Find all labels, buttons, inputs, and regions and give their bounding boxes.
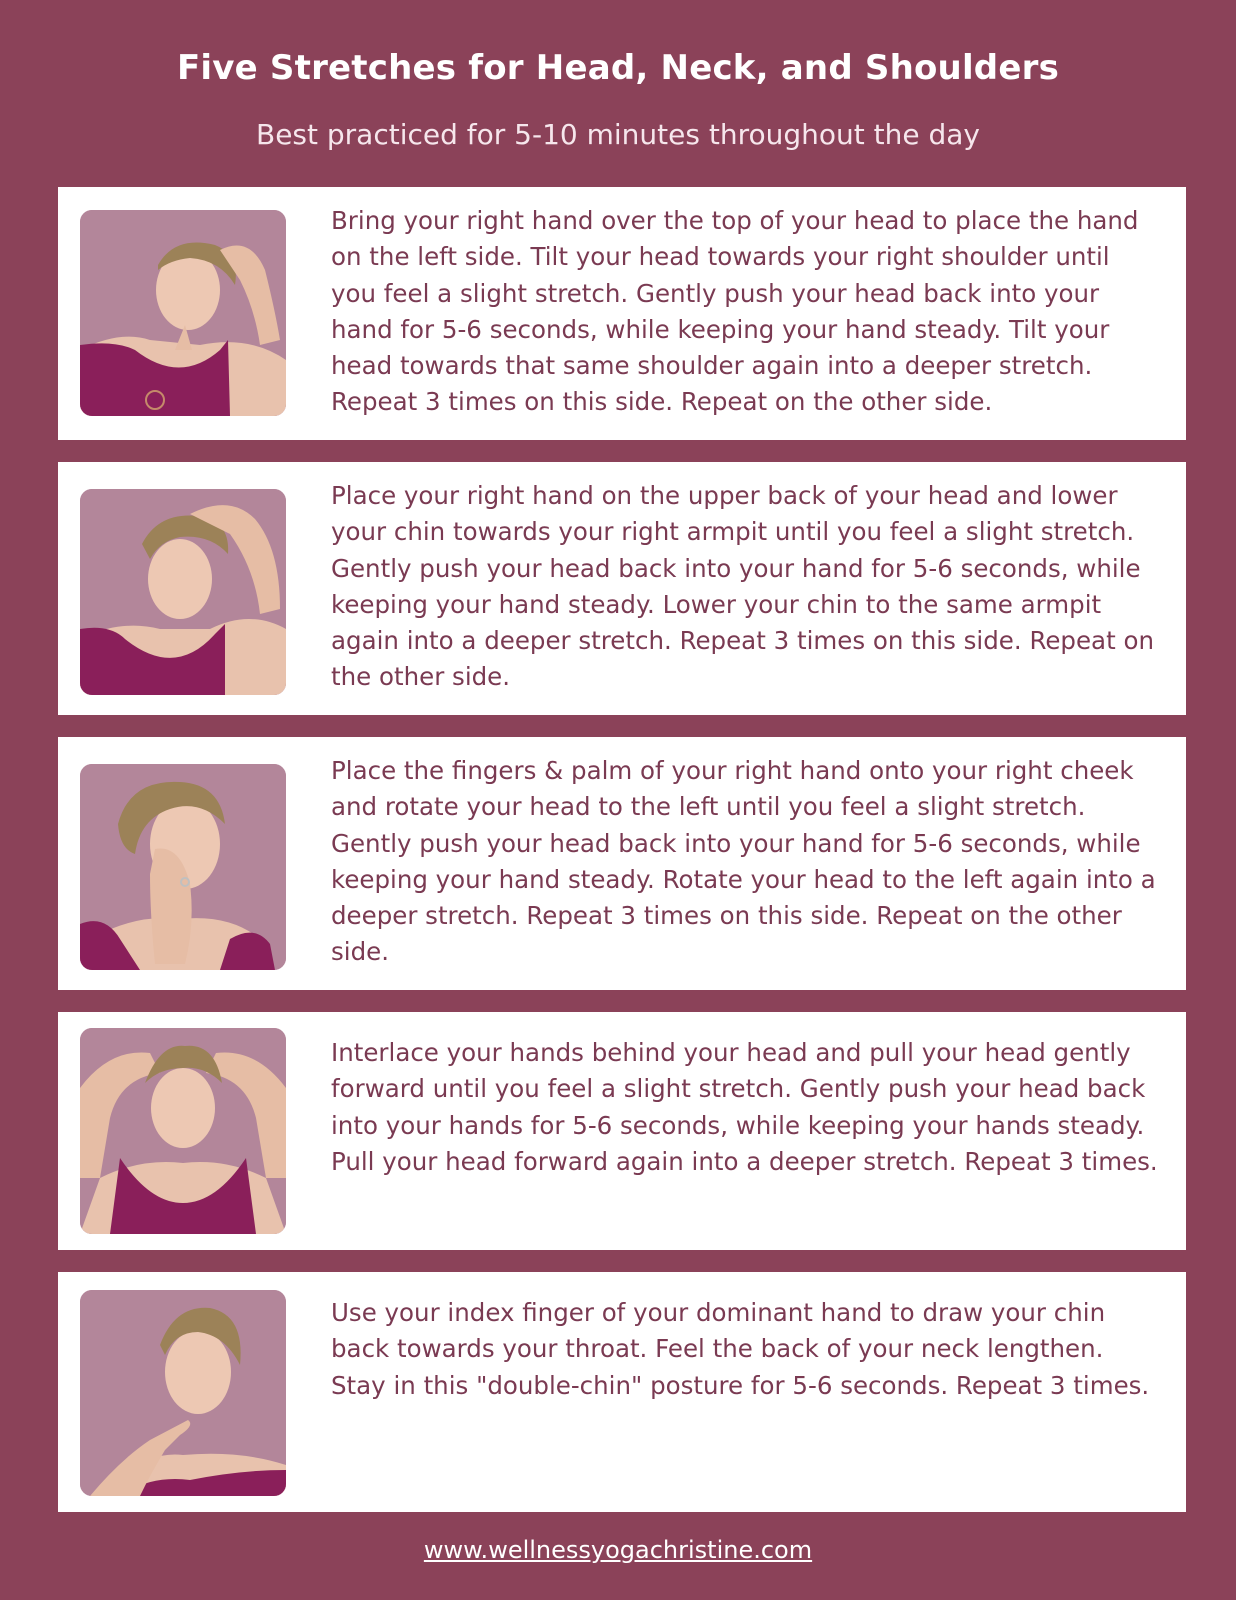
stretch-photo (80, 1290, 286, 1496)
person-photo-icon (80, 1290, 286, 1496)
stretch-description: Place your right hand on the upper back of your head and lower your chin towards your right armpit until you feel a slight stretch. Gently push your head back into your hand for 5-6 seconds, while keeping your hand steady. Lower your chin to the same armpit again into a deeper stretch. Repeat 3 times on this side. Repeat on the other side. (331, 481, 1154, 692)
stretch-card (58, 1272, 1186, 1512)
stretch-photo (80, 489, 286, 695)
person-photo-icon (80, 210, 286, 416)
stretch-description: Use your index finger of your dominant hand to draw your chin back towards your throat. Feel the back of your neck lengthen. Stay in this "double-chin" posture for 5-6 seconds. Repeat 3 times. (331, 1298, 1150, 1400)
page-title: Five Stretches for Head, Neck, and Shoulders (176, 48, 1060, 88)
stretch-card (58, 737, 1186, 990)
stretch-description: Place the fingers & palm of your right hand onto your right cheek and rotate your head to the left until you feel a slight stretch. Gently push your head back into your hand for 5-6 seconds, while keeping your hand steady. Rotate your head to the left again into a deeper stretch. Repeat 3 times on this side. Repeat on the other side. (331, 756, 1156, 967)
stretch-description: Interlace your hands behind your head and pull your head gently forward until you feel a slight stretch. Gently push your head back into your hands for 5-6 seconds, while keeping your hands steady. Pull your head forward again into a deeper stretch. Repeat 3 times. (331, 1038, 1158, 1176)
stretch-card (58, 462, 1186, 715)
person-photo-icon (80, 489, 286, 695)
person-photo-icon (80, 1028, 286, 1234)
page-subtitle: Best practiced for 5-10 minutes throughout the day (255, 118, 980, 151)
stretch-card (58, 1012, 1186, 1250)
stretch-photo (80, 764, 286, 970)
stretch-card (58, 187, 1186, 440)
stretch-description: Bring your right hand over the top of your head to place the hand on the left side. Tilt your head towards your right shoulder until you feel a slight stretch. Gently push your head back into your hand for 5-6 seconds, while keeping your hand steady. Tilt your head towards that same shoulder again into a deeper stretch. Repeat 3 times on this side. Repeat on the other side. (331, 206, 1139, 417)
website-link[interactable]: www.wellnessyogachristine.com (423, 1536, 813, 1564)
person-photo-icon (80, 764, 286, 970)
footer (0, 1536, 1236, 1564)
stretch-photo (80, 1028, 286, 1234)
stretch-photo (80, 210, 286, 416)
